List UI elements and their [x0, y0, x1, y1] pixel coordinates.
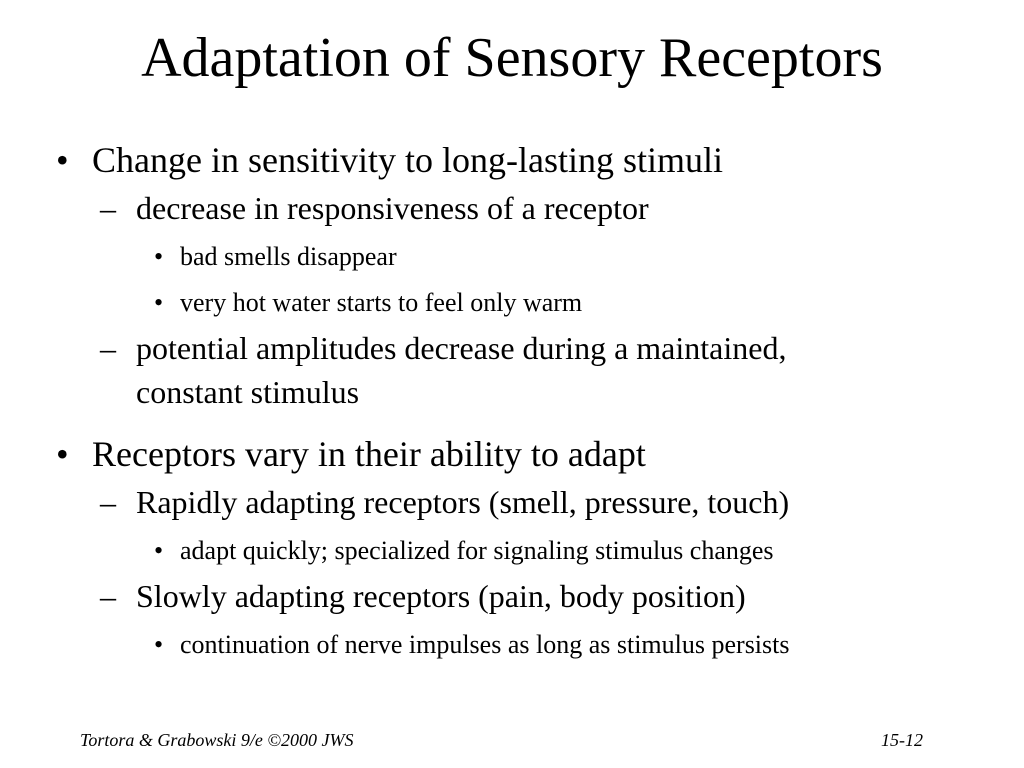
slide-body — [56, 138, 996, 664]
sub-item-text: Slowly adapting receptors (pain, body position) — [136, 578, 746, 614]
sub-sub-item — [56, 532, 996, 570]
sub-item — [56, 326, 996, 414]
sub-item-text-line-2: constant stimulus — [136, 374, 360, 410]
small-bullet-icon: • — [154, 630, 164, 659]
sub-sub-item — [56, 626, 996, 664]
bullet-text: Receptors vary in their ability to adapt — [92, 434, 646, 474]
bullet-item — [56, 432, 996, 476]
sub-sub-item-text: bad smells disappear — [180, 242, 397, 271]
dash-icon: – — [100, 578, 116, 614]
sub-item-text-line-1: potential amplitudes decrease during a maintained, — [136, 330, 787, 366]
sub-sub-item — [56, 284, 996, 322]
small-bullet-icon: • — [154, 288, 164, 317]
sub-sub-item — [56, 238, 996, 276]
bullet-item — [56, 138, 996, 182]
sub-item-text: decrease in responsiveness of a receptor — [136, 190, 649, 226]
sub-sub-item-text: very hot water starts to feel only warm — [180, 288, 583, 317]
bullet-icon: • — [56, 140, 69, 180]
dash-icon: – — [100, 330, 116, 366]
sub-sub-item-text: continuation of nerve impulses as long as stimulus persists — [180, 630, 790, 659]
sub-item-text: Rapidly adapting receptors (smell, pressure, touch) — [136, 484, 790, 520]
sub-item — [56, 480, 996, 524]
slide-number: 15-12 — [881, 730, 923, 750]
dash-icon: – — [100, 484, 116, 520]
dash-icon: – — [100, 190, 116, 226]
slide-title: Adaptation of Sensory Receptors — [141, 27, 883, 89]
bullet-text: Change in sensitivity to long-lasting stimuli — [92, 140, 723, 180]
small-bullet-icon: • — [154, 536, 164, 565]
sub-item — [56, 574, 996, 618]
footer-credit: Tortora & Grabowski 9/e ©2000 JWS — [80, 730, 354, 750]
small-bullet-icon: • — [154, 242, 164, 271]
bullet-icon: • — [56, 434, 69, 474]
sub-sub-item-text: adapt quickly; specialized for signaling stimulus changes — [180, 536, 774, 565]
sub-item — [56, 186, 996, 230]
